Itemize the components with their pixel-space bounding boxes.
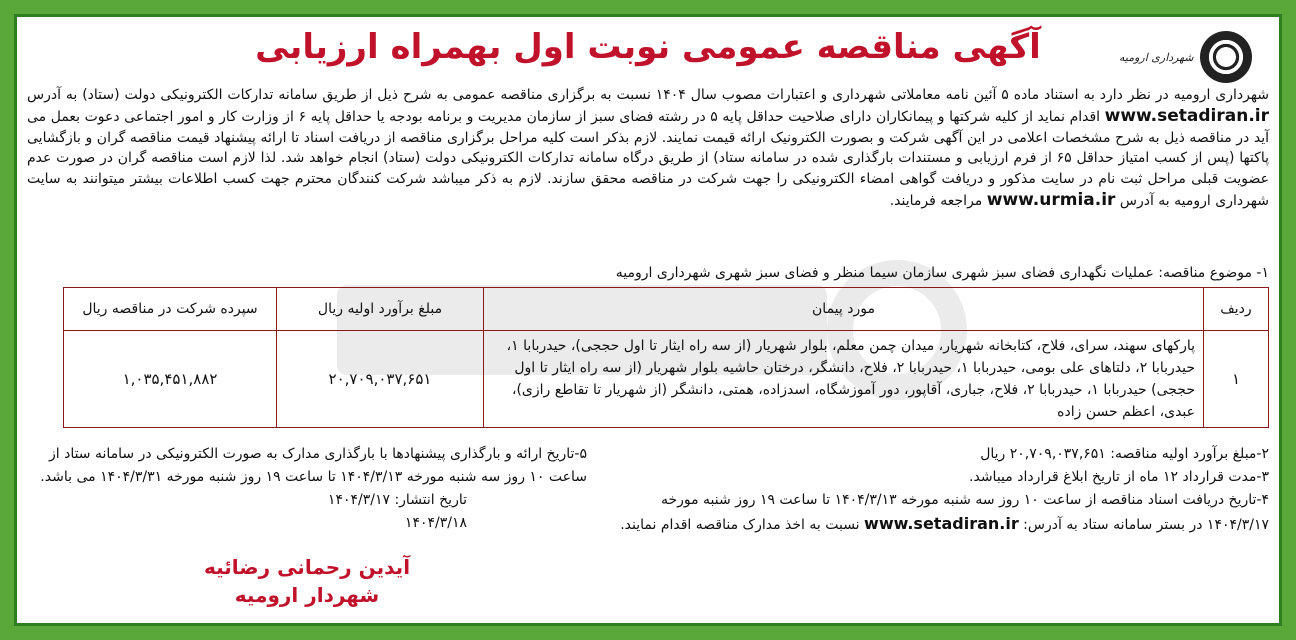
- tender-table: [63, 287, 1269, 428]
- publish-date-1: تاریخ انتشار: ۱۴۰۴/۳/۱۷: [327, 492, 467, 508]
- details-right-column: [619, 443, 1269, 537]
- detail-item-2: ۲-مبلغ برآورد اولیه مناقصه: ۲۰,۷۰۹,۰۳۷,۶۵۱ ریال: [980, 446, 1269, 462]
- intro-paragraph: [27, 85, 1269, 212]
- setadiran-link[interactable]: www.setadiran.ir: [1104, 105, 1269, 126]
- header-estimate: مبلغ برآورد اولیه ریال: [277, 288, 484, 331]
- page-title: آگهی مناقصه عمومی نوبت اول بهمراه ارزیابی: [255, 27, 1041, 67]
- header-row-number: ردیف: [1204, 288, 1269, 331]
- header-deposit: سپرده شرکت در مناقصه ریال: [64, 288, 277, 331]
- detail-item-4-part-2: نسبت به اخذ مدارک مناقصه اقدام نمایند.: [620, 517, 860, 533]
- signatory-role: شهردار ارومیه: [234, 583, 380, 607]
- cell-deposit: ۱,۰۳۵,۴۵۱,۸۸۲: [64, 331, 277, 428]
- detail-item-4: [619, 489, 1269, 537]
- signature-block: [27, 553, 587, 609]
- notice-content: [27, 25, 1269, 615]
- header-subject: مورد پیمان: [484, 288, 1204, 331]
- intro-part-3: مراجعه فرمایند.: [889, 192, 983, 209]
- signatory-name: آیدین رحمانی رضائیه: [203, 555, 411, 579]
- intro-part-1: شهرداری ارومیه در نظر دارد به استناد ماده ۵ آئین نامه معاملاتی شهرداری و اعتبارات مصوب سال ۱۴۰۴ نسبت به برگزاری مناقصه عمومی به شرح ذیل از طریق سامانه تدارکات الکترونیکی دولت (ستاد) به آدرس: [27, 87, 1270, 103]
- publish-date-2: ۱۴۰۴/۳/۱۸: [404, 515, 467, 531]
- setadiran-link-2[interactable]: www.setadiran.ir: [864, 514, 1019, 533]
- detail-item-3: ۳-مدت قرارداد ۱۲ ماه از تاریخ ابلاغ قرارداد میباشد.: [969, 469, 1269, 485]
- details-left-column: [27, 443, 587, 535]
- detail-item-4-part-1: ۴-تاریخ دریافت اسناد مناقصه از ساعت ۱۰ روز سه شنبه مورخه ۱۴۰۴/۳/۱۳ تا ساعت ۱۹ روز شنبه مورخه ۱۴۰۴/۳/۱۷ در بستر سامانه ستاد به آدرس:: [660, 492, 1269, 533]
- detail-item-5: ۵-تاریخ ارائه و بارگذاری پیشنهادها با بارگذاری مدارک به صورت الکترونیکی در سامانه ستاد از ساعت ۱۰ روز سه شنبه مورخه ۱۴۰۴/۳/۱۳ تا ساعت ۱۹ روز شنبه مورخه ۱۴۰۴/۳/۳۱ می باشد.: [40, 446, 587, 485]
- tender-topic: ۱- موضوع مناقصه: عملیات نگهداری فضای سبز شهری سازمان سیما منظر و فضای سبز شهری شهرداری ارومیه: [615, 265, 1269, 281]
- table-header-row: [64, 288, 1269, 331]
- urmia-link[interactable]: www.urmia.ir: [986, 189, 1116, 210]
- cell-subject: پارکهای سهند، سرای، فلاح، کتابخانه شهریار، میدان چمن معلم، بلوار شهریار (از سه راه ایثار تا اول حججی)، حیدربابا ۱، حیدربابا ۲، دلتاهای علی بومی، حیدربابا ۱، حیدربابا ۲، فلاح، دانشگر، درختان حاشیه بلوار شهریار (از سه راه ایثار تا اول حججی) حیدربابا ۱، حیدربابا ۲، فلاح، جباری، آقاپور، دور آموزشگاه، اسدزاده، همتی، دانشگر (از شهریار تا تقاطع رازی)، عبدی، اعظم حسن زاده: [484, 331, 1204, 428]
- intro-part-2: اقدام نماید از کلیه شرکتها و پیمانکاران دارای صلاحیت حداقل پایه ۵ در رشته فضای سبز از سازمان مدیریت و برنامه بودجه یا حداقل پایه ۶ از وزارت کار و امور اجتماعی دعوت بعمل می آید در مناقصه ذیل به شرح مشخصات اعلامی در این آگهی شرکت و بصورت الکترونیک ارائه قیمت نمایند. لازم بذکر است کلیه مراحل برگزاری مناقصه از دریافت اسناد تا ارائه پیشنهاد قیمت مناقصه گران و بازگشایی پاکتها (پس از کسب امتیاز حداقل ۶۵ از فرم ارزیابی و مستندات بارگذاری شده در سامانه ستاد) از طریق درگاه سامانه تدارکات الکترونیکی دولت (ستاد) انجام خواهد شد. لذا لازم است مناقصه گران در صورت عدم عضویت قبلی مراحل ثبت نام در سایت مذکور و دریافت گواهی امضاء الکترونیکی را جهت شرکت در مناقصه محقق سازند. لازم به ذکر میباشد شرکت کنندگان محترم جهت کسب اطلاعات بیشتر میتوانند به سایت شهرداری ارومیه به آدرس: [27, 108, 1269, 209]
- table-row: [64, 331, 1269, 428]
- cell-row-number: ۱: [1204, 331, 1269, 428]
- logo-text: شهرداری ارومیه: [1119, 50, 1194, 64]
- cell-estimate: ۲۰,۷۰۹,۰۳۷,۶۵۱: [277, 331, 484, 428]
- notice-frame: [14, 14, 1282, 626]
